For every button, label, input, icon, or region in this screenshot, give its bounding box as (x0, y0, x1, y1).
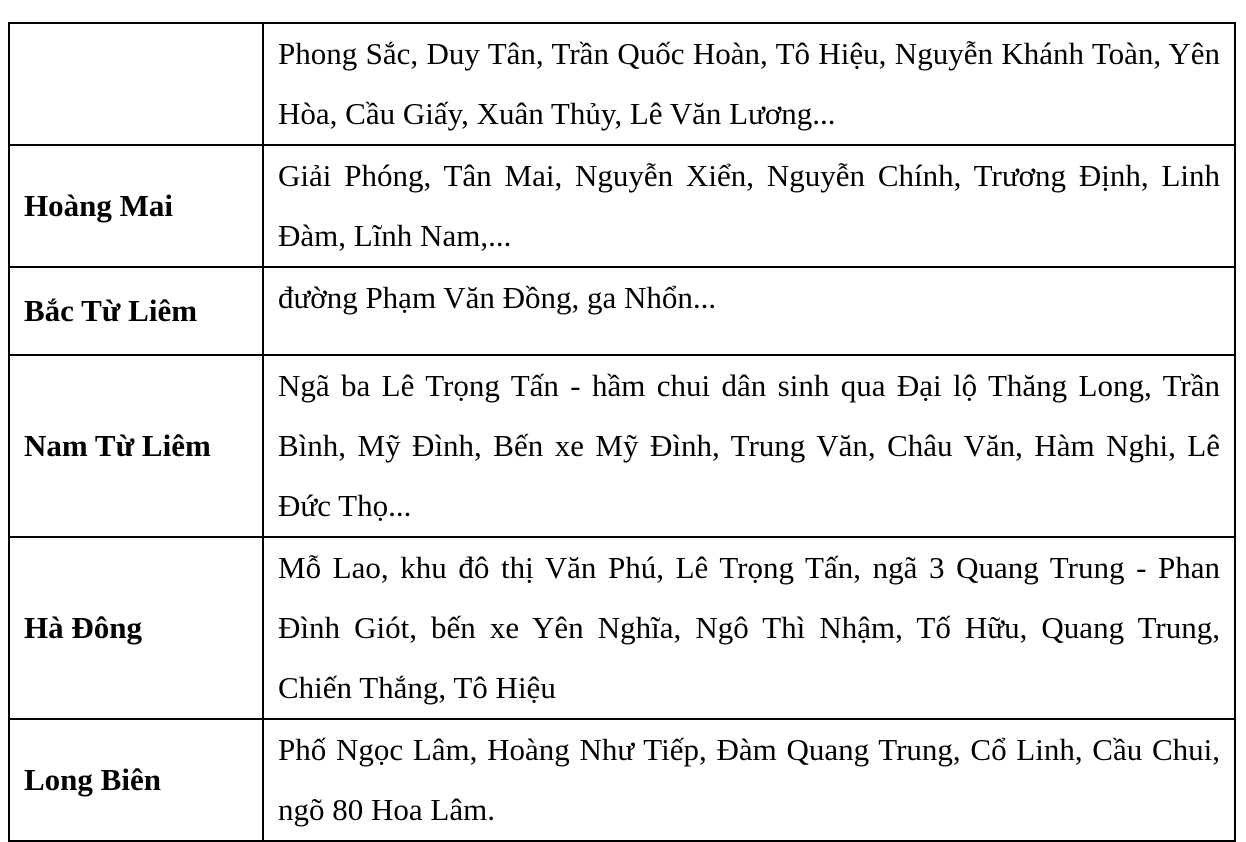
cropped-caption-fragment (0, 835, 1246, 842)
table-row (9, 719, 1235, 841)
district-cell: Hoàng Mai (9, 145, 263, 267)
district-cell: Hà Đông (9, 537, 263, 719)
streets-cell: Phố Ngọc Lâm, Hoàng Như Tiếp, Đàm Quang Trung, Cổ Linh, Cầu Chui, ngõ 80 Hoa Lâm. (263, 719, 1235, 841)
streets-cell: đường Phạm Văn Đồng, ga Nhổn... (263, 267, 1235, 355)
streets-cell: Ngã ba Lê Trọng Tấn - hầm chui dân sinh qua Đại lộ Thăng Long, Trần Bình, Mỹ Đình, Bến xe Mỹ Đình, Trung Văn, Châu Văn, Hàm Nghi, Lê Đức Thọ... (263, 355, 1235, 537)
flooding-streets-table (8, 22, 1236, 842)
table-row (9, 145, 1235, 267)
table-row (9, 355, 1235, 537)
table-row (9, 23, 1235, 145)
district-cell: Long Biên (9, 719, 263, 841)
streets-cell: Phong Sắc, Duy Tân, Trần Quốc Hoàn, Tô Hiệu, Nguyễn Khánh Toàn, Yên Hòa, Cầu Giấy, Xuân Thủy, Lê Văn Lương... (263, 23, 1235, 145)
district-cell: Bắc Từ Liêm (9, 267, 263, 355)
table-row (9, 537, 1235, 719)
district-cell (9, 23, 263, 145)
table-row (9, 267, 1235, 355)
district-cell: Nam Từ Liêm (9, 355, 263, 537)
streets-cell: Giải Phóng, Tân Mai, Nguyễn Xiển, Nguyễn Chính, Trương Định, Linh Đàm, Lĩnh Nam,... (263, 145, 1235, 267)
streets-cell: Mỗ Lao, khu đô thị Văn Phú, Lê Trọng Tấn, ngã 3 Quang Trung - Phan Đình Giót, bến xe Yên Nghĩa, Ngô Thì Nhậm, Tố Hữu, Quang Trung, Chiến Thắng, Tô Hiệu (263, 537, 1235, 719)
